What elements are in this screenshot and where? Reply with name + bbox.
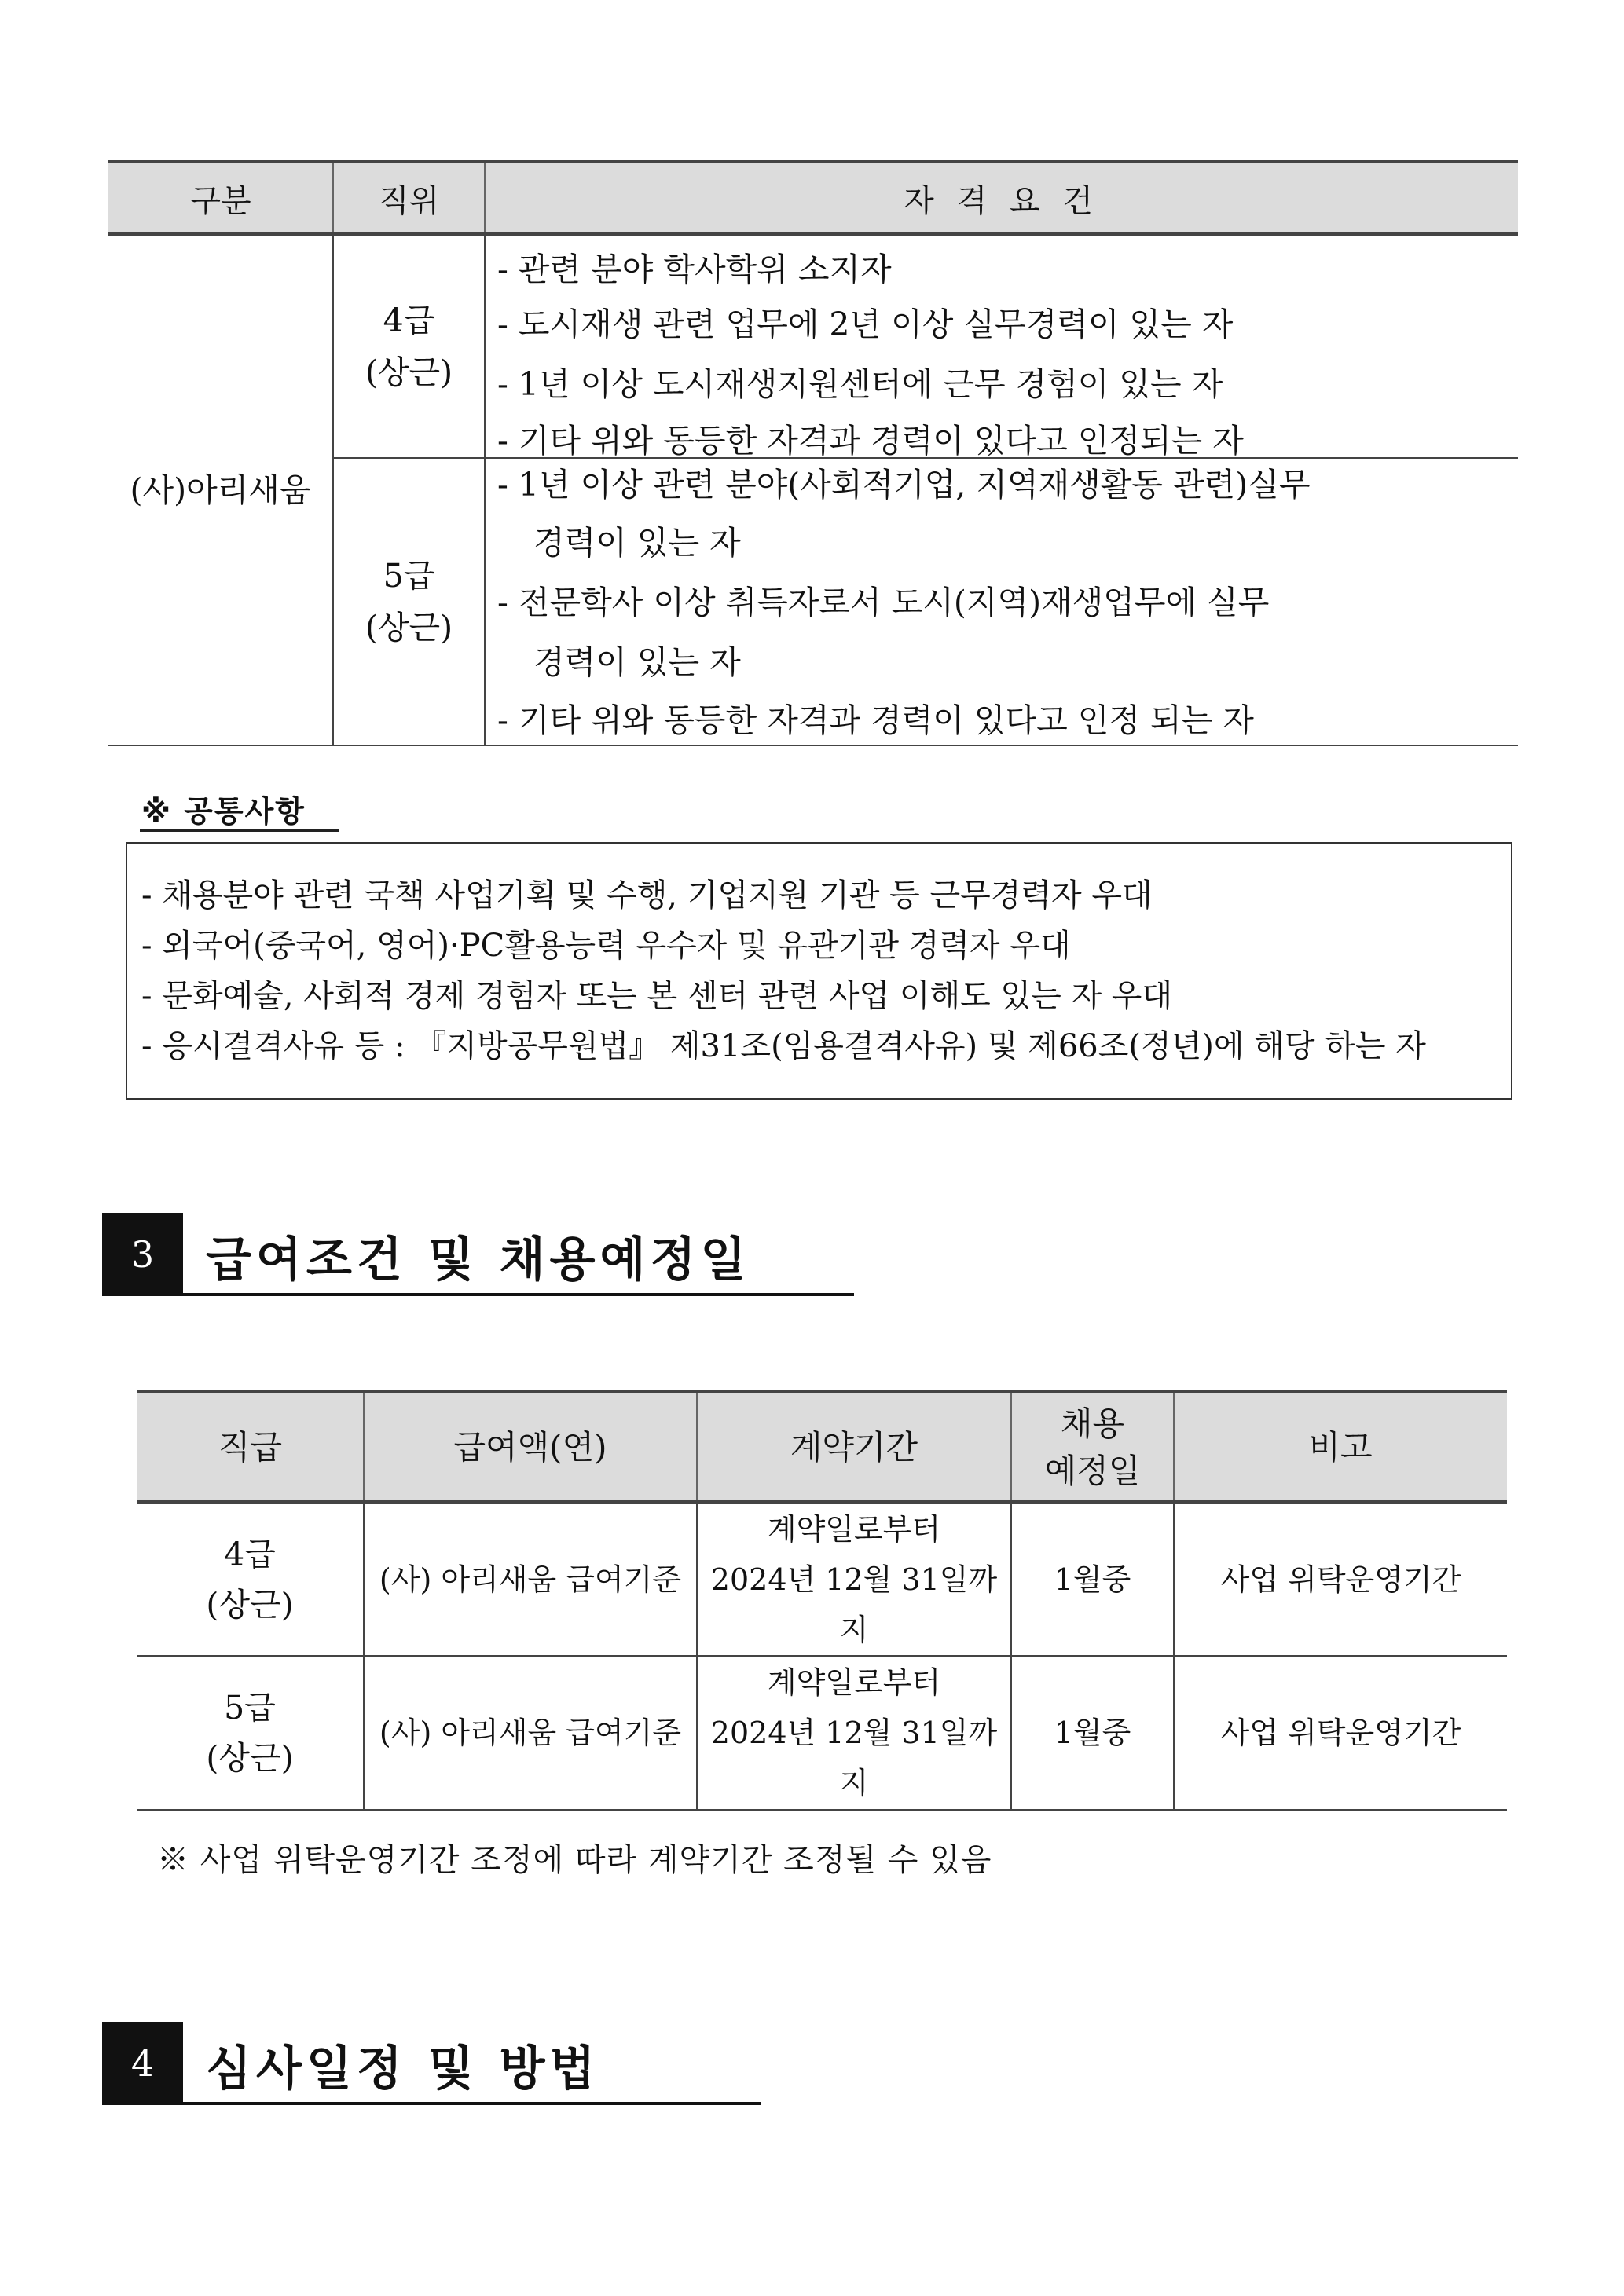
remarks-cell: 사업 위탁운영기간: [1220, 1716, 1461, 1750]
requirement-item-continuation: 경력이 있는 자: [533, 524, 741, 562]
requirement-item: - 1년 이상 관련 분야(사회적기업, 지역재생활동 관련)실무: [497, 466, 1311, 504]
requirement-item: - 도시재생 관련 업무에 2년 이상 실무경력이 있는 자: [497, 306, 1234, 343]
contract-cell: [698, 1657, 1010, 1809]
contract-start: 계약일로부터: [767, 1512, 941, 1547]
organization-cell: [108, 236, 332, 745]
section-number-badge: 3: [102, 1213, 183, 1296]
section-underline: [183, 2102, 761, 2105]
remarks-cell: 사업 위탁운영기간: [1220, 1562, 1461, 1597]
grade-cell: [137, 1504, 363, 1655]
column-divider: [484, 236, 486, 745]
qualification-table: [108, 160, 1518, 746]
requirement-item: - 전문학사 이상 취득자로서 도시(지역)재생업무에 실무: [497, 584, 1270, 621]
requirements-cell: [497, 236, 1511, 460]
grade-label: 5급: [224, 1689, 276, 1727]
grade-type: (상근): [365, 609, 453, 646]
grade-type: (상근): [206, 1586, 294, 1624]
header-position: 직위: [378, 183, 440, 219]
grade-label: 5급: [383, 557, 435, 595]
header-divider: [1010, 1393, 1012, 1500]
header-divider: [363, 1393, 365, 1500]
qualification-table-header: [108, 160, 1518, 236]
header-grade: 직급: [218, 1428, 283, 1467]
salary-cell: (사) 아리새움 급여기준: [379, 1562, 682, 1597]
grade-type: (상근): [206, 1739, 294, 1777]
header-remarks: 비고: [1308, 1428, 1373, 1467]
salary-table-header: [137, 1390, 1507, 1504]
header-divider: [332, 163, 334, 232]
header-divider: [484, 163, 486, 232]
contract-end: 2024년 12월 31일까지: [710, 1562, 998, 1647]
salary-cell: (사) 아리새움 급여기준: [379, 1716, 682, 1750]
header-divider: [1173, 1393, 1175, 1500]
hire-date-cell: 1월중: [1054, 1716, 1131, 1750]
contract-cell: [698, 1504, 1010, 1655]
table-bottom-line: [137, 1809, 1507, 1811]
header-divider: [696, 1393, 698, 1500]
header-hire-date-line1: 채용: [1060, 1404, 1125, 1443]
grade-label: 4급: [224, 1536, 276, 1573]
requirements-cell: [497, 459, 1511, 745]
grade-cell: [334, 459, 484, 745]
header-requirements: 자 격 요 건: [904, 183, 1099, 219]
contract-end: 2024년 12월 31일까지: [710, 1716, 998, 1800]
table-bottom-line: [108, 745, 1518, 746]
salary-table-note: ※ 사업 위탁운영기간 조정에 따라 계약기간 조정될 수 있음: [157, 1842, 992, 1878]
common-notes-underline: [140, 829, 339, 832]
common-note-item: - 응시결격사유 등 : 『지방공무원법』 제31조(임용결격사유) 및 제66조(정년)에 해당 하는 자: [141, 1028, 1426, 1064]
requirement-item-continuation: 경력이 있는 자: [533, 643, 741, 681]
common-note-item: - 채용분야 관련 국책 사업기획 및 수행, 기업지원 기관 등 근무경력자 우대: [141, 877, 1153, 914]
header-category: 구분: [190, 183, 251, 219]
contract-start: 계약일로부터: [767, 1665, 941, 1700]
common-notes-title: ※ 공통사항: [141, 794, 306, 829]
grade-label: 4급: [383, 302, 435, 339]
header-hire-date: [1011, 1393, 1174, 1503]
section-underline: [183, 1293, 854, 1296]
requirement-item: - 기타 위와 동등한 자격과 경력이 있다고 인정되는 자: [497, 422, 1244, 460]
grade-cell: [334, 236, 484, 457]
section-title: 심사일정 및 방법: [206, 2041, 600, 2096]
section-title: 급여조건 및 채용예정일: [206, 1232, 751, 1287]
salary-table: [137, 1390, 1507, 1811]
requirement-item: - 기타 위와 동등한 자격과 경력이 있다고 인정 되는 자: [497, 701, 1254, 739]
header-salary: 급여액(연): [453, 1428, 607, 1467]
hire-date-cell: 1월중: [1054, 1562, 1131, 1597]
common-notes-box: [126, 842, 1512, 1100]
common-note-item: - 문화예술, 사회적 경제 경험자 또는 본 센터 관련 사업 이해도 있는 자 우대: [141, 978, 1173, 1014]
requirement-item: - 1년 이상 도시재생지원센터에 근무 경험이 있는 자: [497, 365, 1223, 403]
grade-cell: [137, 1657, 363, 1809]
common-note-item: - 외국어(중국어, 영어)·PC활용능력 우수자 및 유관기관 경력자 우대: [141, 928, 1071, 964]
organization-name: (사)아리새움: [130, 471, 311, 509]
requirement-item: - 관련 분야 학사학위 소지자: [497, 251, 892, 288]
header-hire-date-line2: 예정일: [1044, 1452, 1141, 1490]
section-number-badge: 4: [102, 2022, 183, 2105]
header-contract: 계약기간: [790, 1428, 918, 1467]
grade-type: (상근): [365, 353, 453, 391]
